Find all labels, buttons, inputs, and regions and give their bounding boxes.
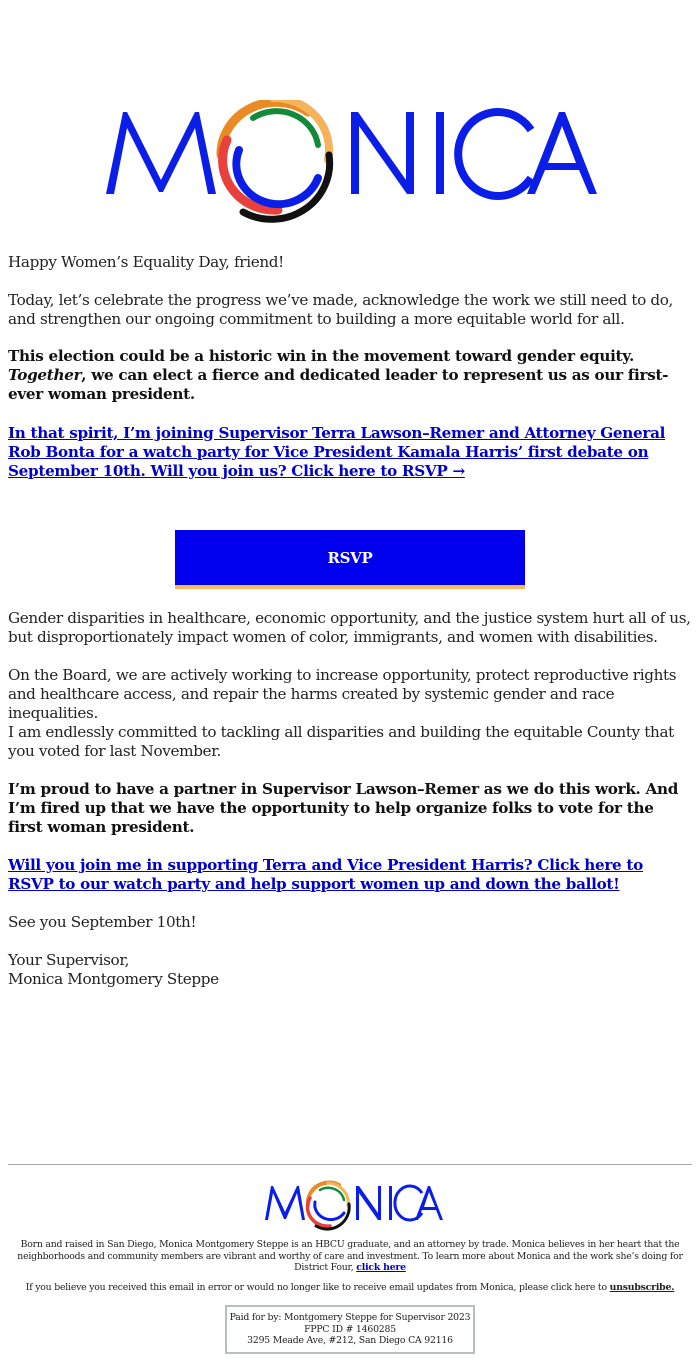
footer-divider xyxy=(8,1164,692,1165)
election-paragraph xyxy=(8,347,692,404)
unsubscribe-text: If you believe you received this email in error or would no longer like to receive email updates from Monica, please click here to xyxy=(25,1282,607,1293)
election-text-start: This election could be a historic win in the movement toward gender equity. xyxy=(8,347,635,365)
fppc-id-line: FPPC ID # 1460285 xyxy=(304,1323,396,1335)
learn-more-link[interactable]: click here xyxy=(356,1262,406,1273)
header-logo xyxy=(0,100,700,230)
footer-bio xyxy=(8,1239,692,1274)
committed-paragraph: I am endlessly committed to tackling all disparities and building the equitable County that you voted for last November. xyxy=(8,723,674,760)
together-emphasis: Together xyxy=(8,366,82,384)
rsvp-button-label: RSVP xyxy=(327,548,373,567)
paid-for-box xyxy=(225,1305,475,1354)
paid-for-line: Paid for by: Montgomery Steppe for Supervisor 2023 xyxy=(229,1312,471,1324)
signoff-text: Your Supervisor, xyxy=(8,951,130,969)
rsvp-button[interactable] xyxy=(175,530,525,589)
support-rsvp-link[interactable]: Will you join me in supporting Terra and Vice President Harris? Click here to RSVP to our watch party and help support women up and down the ballot! xyxy=(8,856,643,893)
election-text-end: , we can elect a fierce and dedicated leader to represent us as our first-ever woman president. xyxy=(8,366,669,403)
footer-monica-logo-icon xyxy=(264,1180,444,1232)
board-paragraph: On the Board, we are actively working to increase opportunity, protect reproductive rights and healthcare access, and repair the harms created by systemic gender and race inequalities. xyxy=(8,666,677,722)
unsubscribe-link[interactable]: unsubscribe. xyxy=(609,1282,675,1293)
watch-party-link[interactable]: In that spirit, I’m joining Supervisor Terra Lawson–Remer and Attorney General Rob Bonta for a watch party for Vice President Kamala Harris’ first debate on September 10th. Will you join us? Click here to RSVP → xyxy=(8,424,666,480)
address-line: 3295 Meade Ave, #212, San Diego CA 92116 xyxy=(247,1335,453,1347)
disparities-paragraph: Gender disparities in healthcare, economic opportunity, and the justice system hurt all of us, but disproportionately impact women of color, immigrants, and women with disabilities. xyxy=(8,609,691,646)
greeting-text: Happy Women’s Equality Day, friend! xyxy=(8,253,284,271)
monica-logo-icon xyxy=(103,100,598,230)
see-you-text: See you September 10th! xyxy=(8,913,197,931)
footer-bio-text: Born and raised in San Diego, Monica Montgomery Steppe is an HBCU graduate, and an attorney by trade. Monica believes in her heart that the neighborhoods and community members are vibrant and worthy of care and investment. To learn more about Monica and the work she’s doing for District Four, xyxy=(17,1239,683,1273)
intro-paragraph: Today, let’s celebrate the progress we’ve made, acknowledge the work we still need to do, and strengthen our ongoing commitment to building a more equitable world for all. xyxy=(8,291,673,328)
signature-text: Monica Montgomery Steppe xyxy=(8,970,219,988)
partner-paragraph: I’m proud to have a partner in Supervisor Lawson–Remer as we do this work. And I’m fired up that we have the opportunity to help organize folks to vote for the first woman president. xyxy=(8,780,679,836)
footer-unsubscribe xyxy=(8,1282,692,1294)
